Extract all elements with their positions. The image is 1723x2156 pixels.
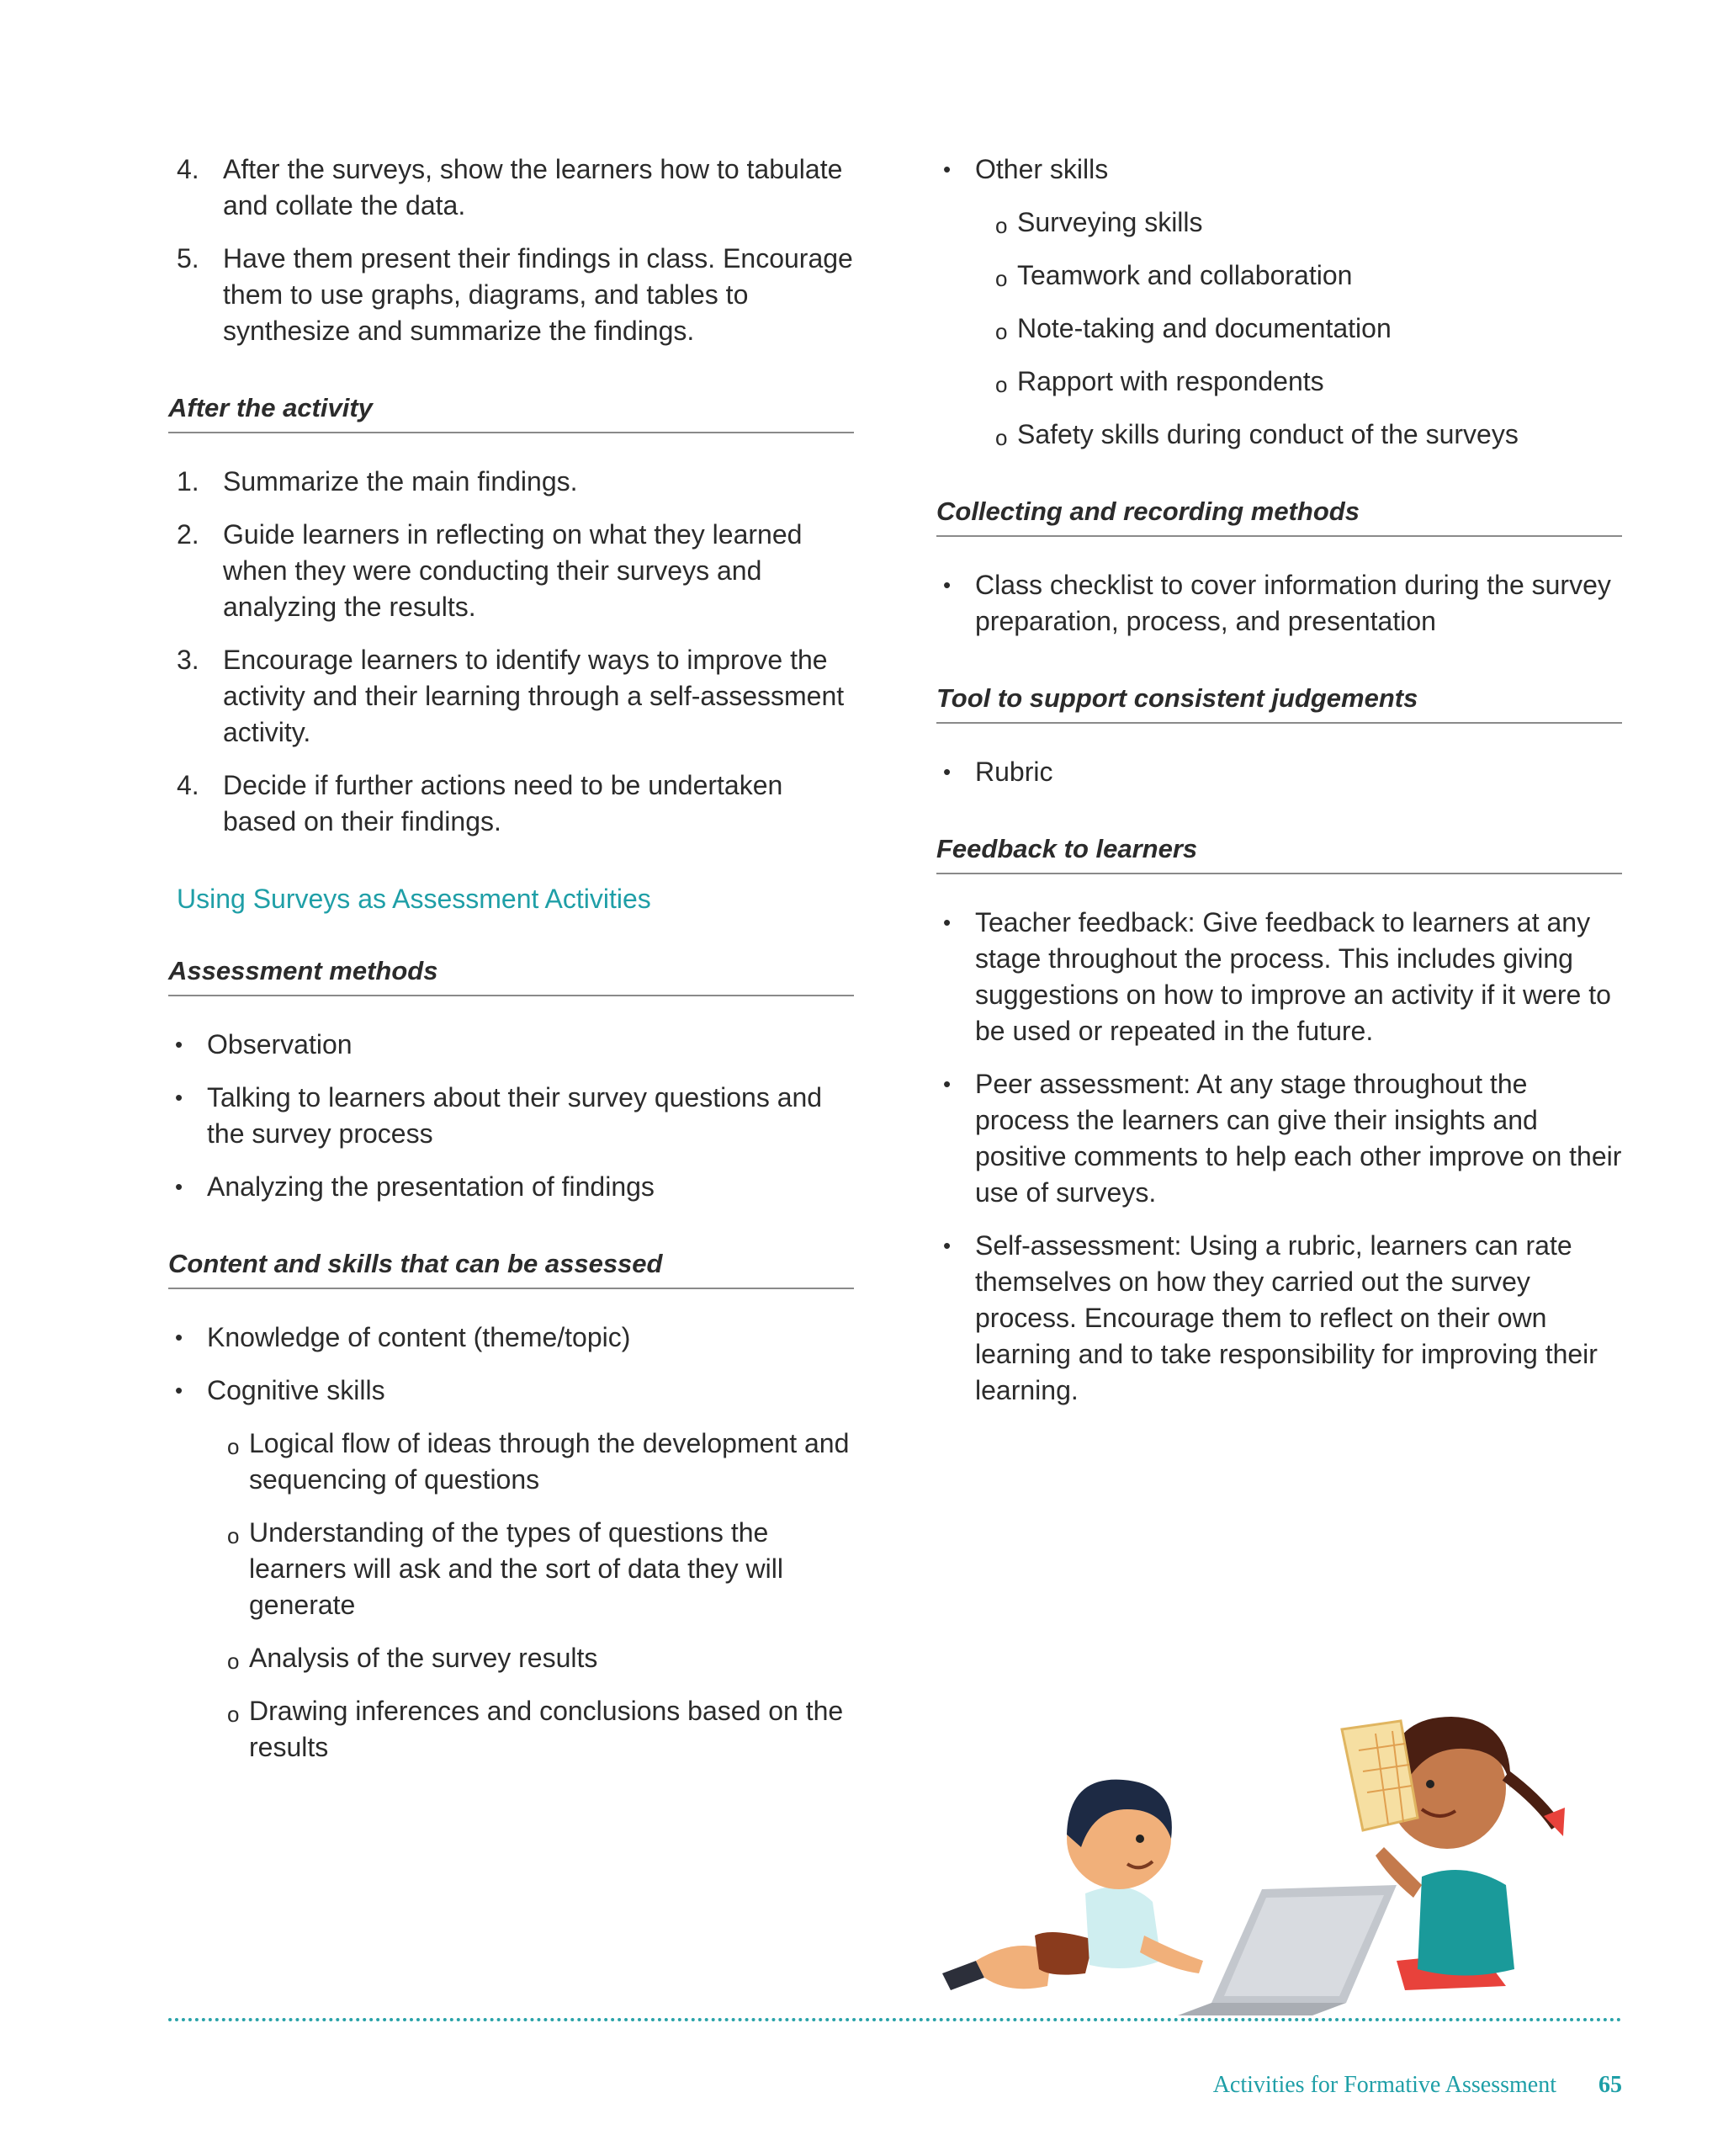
footer-title: Activities for Formative Assessment	[1212, 2072, 1556, 2098]
circle-bullet-icon: o	[995, 319, 1008, 344]
other-skills-list	[936, 151, 1622, 453]
circle-bullet-icon: o	[995, 372, 1008, 397]
circle-bullet-icon: o	[227, 1523, 240, 1548]
bullet-icon: •	[175, 1085, 183, 1110]
content-skills-list	[168, 1320, 854, 1766]
list-item: • Cognitive skills o Logical flow of ideas through the development and sequencing of questions o Understanding of the types of questions the learners will ask and the sort of data they will generate o Analysis of the survey results o Drawing inferences and conclusions based on the results	[168, 1373, 854, 1766]
sub-list-item: o Rapport with respondents	[936, 364, 1622, 400]
children-laptop-illustration	[925, 1683, 1598, 2037]
laptop-illustration	[1178, 1885, 1397, 2015]
feedback-heading: Feedback to learners	[936, 832, 1622, 874]
circle-bullet-icon: o	[227, 1434, 240, 1459]
list-item: • Self-assessment: Using a rubric, learners can rate themselves on how they carried out the survey process. Encourage them to reflect on their own learning and to take responsibility for improving their learning.	[936, 1228, 1622, 1409]
after-activity-heading: After the activity	[168, 391, 854, 433]
content-skills-heading: Content and skills that can be assessed	[168, 1247, 854, 1289]
sub-list-item: o Safety skills during conduct of the surveys	[936, 417, 1622, 453]
list-item: • Talking to learners about their survey questions and the survey process	[168, 1080, 854, 1152]
tool-heading: Tool to support consistent judgements	[936, 682, 1622, 724]
girl-illustration	[1342, 1717, 1565, 1990]
list-item: 3. Encourage learners to identify ways to improve the activity and their learning through a self-assessment activity.	[177, 645, 845, 747]
bullet-icon: •	[943, 572, 952, 597]
list-item: • Rubric	[936, 754, 1622, 790]
list-item: 2. Guide learners in reflecting on what they learned when they were conducting their surveys and analyzing the results.	[177, 519, 803, 622]
bullet-icon: •	[943, 1233, 952, 1258]
bullet-icon: •	[175, 1174, 183, 1199]
sub-list-item: o Note-taking and documentation	[936, 311, 1622, 347]
other-skills-sub-list	[936, 204, 1622, 453]
circle-bullet-icon: o	[227, 1649, 240, 1674]
left-column	[168, 151, 854, 1782]
collecting-recording-heading: Collecting and recording methods	[936, 495, 1622, 537]
dotted-divider	[168, 2018, 1622, 2021]
intro-steps-list	[168, 151, 854, 349]
assessment-methods-heading: Assessment methods	[168, 954, 854, 996]
list-item: 1. Summarize the main findings.	[177, 466, 578, 497]
sub-list-item: o Logical flow of ideas through the development and sequencing of questions	[227, 1428, 850, 1495]
sub-list-item: o Surveying skills	[936, 204, 1622, 241]
sub-list-item: o Teamwork and collaboration	[936, 258, 1622, 294]
bullet-icon: •	[175, 1032, 183, 1057]
list-item: • Other skills o Surveying skills o Teamwork and collaboration o Note-taking and documentation o Rapport with respondents o Safety skills during conduct of the surveys	[936, 151, 1622, 453]
sub-list-item: o Drawing inferences and conclusions based on the results	[227, 1696, 844, 1762]
page-footer	[1213, 2072, 1622, 2099]
feedback-list	[936, 905, 1622, 1409]
boy-illustration	[942, 1780, 1203, 1990]
bullet-icon: •	[175, 1325, 183, 1350]
section-title: Using Surveys as Assessment Activities	[177, 884, 651, 914]
list-item: 4. After the surveys, show the learners how to tabulate and collate the data.	[177, 154, 843, 220]
page-number: 65	[1598, 2072, 1622, 2098]
list-item: • Teacher feedback: Give feedback to learners at any stage throughout the process. This includes giving suggestions on how to improve an activity if it were to be used or repeated in the future.	[936, 905, 1622, 1049]
bullet-icon: •	[943, 759, 952, 784]
sub-list-item: o Analysis of the survey results	[207, 1640, 854, 1676]
circle-bullet-icon: o	[995, 266, 1008, 291]
assessment-methods-list	[168, 1027, 854, 1205]
bullet-icon: •	[943, 157, 952, 182]
circle-bullet-icon: o	[995, 425, 1008, 450]
tool-list	[936, 754, 1622, 790]
bullet-icon: •	[943, 910, 952, 935]
list-item: • Observation	[168, 1027, 854, 1063]
bullet-icon: •	[175, 1378, 183, 1403]
after-steps-list	[168, 464, 854, 840]
list-item: 5. Have them present their findings in class. Encourage them to use graphs, diagrams, and tables to synthesize and summarize the findings.	[177, 243, 853, 346]
list-item: 4. Decide if further actions need to be undertaken based on their findings.	[177, 770, 783, 836]
list-item: • Analyzing the presentation of findings	[168, 1169, 854, 1205]
right-column	[936, 151, 1622, 1426]
circle-bullet-icon: o	[995, 213, 1008, 238]
list-item: • Knowledge of content (theme/topic)	[168, 1320, 854, 1356]
list-item: • Class checklist to cover information during the survey preparation, process, and presentation	[936, 567, 1622, 640]
list-item: • Peer assessment: At any stage throughout the process the learners can give their insights and positive comments to help each other improve on their use of surveys.	[936, 1066, 1622, 1211]
circle-bullet-icon: o	[227, 1702, 240, 1727]
cognitive-sub-list	[207, 1426, 854, 1766]
sub-list-item: o Understanding of the types of questions the learners will ask and the sort of data they will generate	[227, 1517, 783, 1620]
collecting-list	[936, 567, 1622, 640]
bullet-icon: •	[943, 1071, 952, 1097]
